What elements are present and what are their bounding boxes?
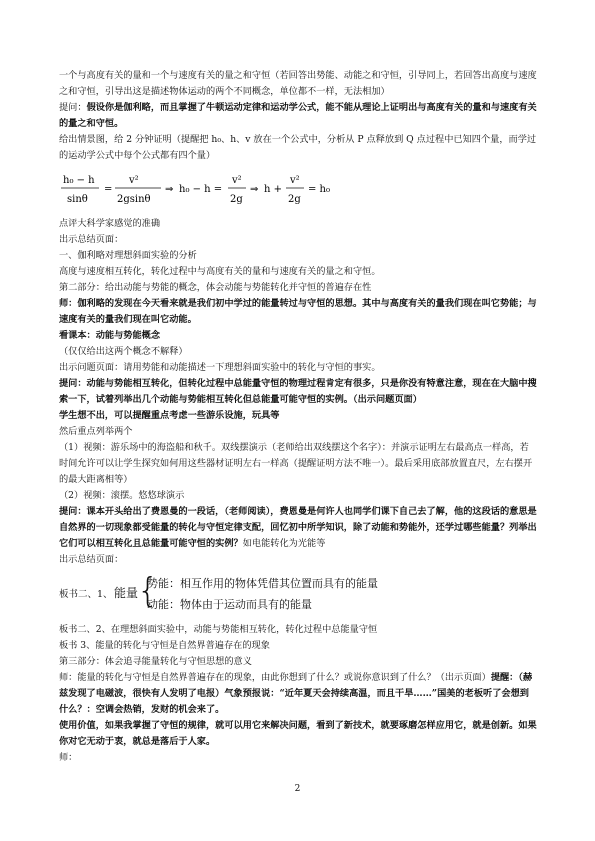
svg-text:⇒: ⇒ bbox=[250, 184, 259, 195]
step2-lhs: h₀ − h = bbox=[179, 184, 223, 195]
frac1-den: sinθ bbox=[67, 194, 88, 205]
paragraph: 然后重点列举两个 bbox=[59, 426, 133, 437]
board-label: 板书二、1、 bbox=[59, 589, 113, 600]
question-prefix: 提问： bbox=[59, 102, 87, 113]
paragraph bbox=[59, 296, 537, 328]
document-body bbox=[59, 68, 537, 766]
section-heading: 第二部分：给出动能与势能的概念，体会动能与势能转化并守恒的普遍存在性 bbox=[59, 282, 372, 293]
paragraph: 提问：动能与势能相互转化，但转化过程中总能量守恒的物理过程肯定有很多，只是你没有特意注意，现在在大脑中搜索一下，试着列举出几个动能与势能相互转化但总能量可能守恒的实例。（出示问题页面） bbox=[59, 378, 537, 405]
svg-text:⇒: ⇒ bbox=[165, 184, 174, 195]
hint-text: 提醒：（赫兹发现了电磁波，很快有人发明了电报）气象预报说：“近年夏天会持续高温，而且干旱……”国美的老板听了会想到什么？：空调会热销，发财的机会来了。 bbox=[59, 672, 533, 715]
paragraph: 高度与速度相互转化，转化过程中与高度有关的量和与速度有关的量之和守恒。 bbox=[59, 266, 381, 277]
paragraph: 学生想不出，可以提醒重点考虑一些游乐设施，玩具等 bbox=[59, 410, 280, 421]
paragraph bbox=[59, 100, 537, 132]
question-text: 提问：课本开头给出了费恩曼的一段话，（老师阅读），费恩曼是何许人也同学们课下自己去了解，他的这段话的意思是自然界的一切现象都受能量的转化与守恒定律支配，回忆初中所学知识，除了动能和势能外，还学过哪些能量？列举出它们可以相互转化且总能量可能守恒的实例？ bbox=[59, 506, 537, 549]
paragraph: 出示总结页面： bbox=[59, 554, 124, 565]
paragraph: 点评大科学家感觉的准确 bbox=[59, 218, 161, 229]
question-text: 假设你是伽利略，而且掌握了牛顿运动定律和运动学公式，能不能从理论上证明出与高度有关的量和与速度有关的量之和守恒。 bbox=[59, 102, 537, 129]
frac3-num: v² bbox=[232, 175, 242, 186]
section-heading: 一、伽利略对理想斜面实验的分析 bbox=[59, 250, 197, 261]
svg-text:=: = bbox=[104, 184, 113, 195]
paragraph: （仅仅给出这两个概念不解释） bbox=[59, 346, 188, 357]
paragraph: 师： bbox=[59, 752, 78, 763]
board-energy: 能量 bbox=[114, 586, 139, 600]
board-note-energy bbox=[59, 570, 537, 620]
frac2-num: v² bbox=[129, 175, 139, 186]
paragraph: 出示问题页面：请用势能和动能描述一下理想斜面实验中的转化与守恒的事实。 bbox=[59, 362, 381, 373]
paragraph bbox=[59, 504, 537, 552]
paragraph: 板书 3、能量的转化与守恒是自然界普遍存在的现象 bbox=[59, 640, 270, 651]
paragraph: （2）视频：滚摆。悠悠球演示 bbox=[59, 490, 185, 501]
brace-icon: { bbox=[137, 571, 159, 611]
paragraph bbox=[59, 670, 537, 718]
page-number: 2 bbox=[294, 784, 301, 794]
step3-lhs: h + bbox=[264, 184, 282, 195]
frac4-num: v² bbox=[290, 175, 300, 186]
frac4-den: 2g bbox=[288, 194, 301, 205]
frac1-num: h₀ − h bbox=[63, 175, 95, 186]
board-kinetic: 动能：物体由于运动而具有的能量 bbox=[147, 598, 312, 611]
paragraph: 一个与高度有关的量和一个与速度有关的量之和守恒（若回答出势能、动能之和守恒，引导同上，若回答出高度与速度之和守恒，引导出这是描述物体运动的两个不同概念，单位都不一样，无法相加） bbox=[59, 70, 537, 97]
derivation-formula bbox=[59, 168, 537, 214]
paragraph: （1）视频：游乐场中的海盗船和秋千。双线摆演示（老师给出双线摆这个名字）：并演示证明左右最高点一样高，若时间允许可以让学生探究如何用这些器材证明左右一样高（提醒证明方法不唯一）。最后采用底部放置直尺，左右摆开的最大距离相等） bbox=[59, 442, 533, 485]
teacher-text: 师：能量的转化与守恒是自然界普遍存在的现象，由此你想到了什么？或说你意识到了什么？（出示页面） bbox=[59, 672, 491, 683]
example-text: 如电能转化为光能等 bbox=[242, 538, 326, 549]
frac3-den: 2g bbox=[230, 194, 243, 205]
paragraph: 给出情景图，给 2 分钟证明（提醒把 h₀、h、v 放在一个公式中，分析从 P 点释放到 Q 点过程中已知四个量，而学过的运动学公式中每个公式都有四个量） bbox=[59, 134, 537, 161]
paragraph: 看课本：动能与势能概念 bbox=[59, 330, 161, 341]
teacher-prefix: 师： bbox=[59, 298, 78, 309]
frac2-den: 2gsinθ bbox=[117, 194, 151, 205]
paragraph: 出示总结页面： bbox=[59, 234, 124, 245]
paragraph: 使用价值，如果我掌握了守恒的规律，就可以用它来解决问题，看到了新技术，就要琢磨怎样应用它，就是创新。如果你对它无动于衷，就总是落后于人家。 bbox=[59, 720, 537, 747]
section-heading: 第三部分：体会追寻能量转化与守恒思想的意义 bbox=[59, 656, 252, 667]
step3-rhs: = h₀ bbox=[308, 184, 331, 195]
paragraph: 板书二、2、在理想斜面实验中，动能与势能相互转化，转化过程中总能量守恒 bbox=[59, 624, 378, 635]
teacher-text: 伽利略的发现在今天看来就是我们初中学过的能量转过与守恒的思想。其中与高度有关的量我们现在叫它势能；与速度有关的量我们现在叫它动能。 bbox=[59, 298, 537, 325]
board-potential: 势能：相互作用的物体凭借其位置而具有的能量 bbox=[147, 577, 378, 590]
